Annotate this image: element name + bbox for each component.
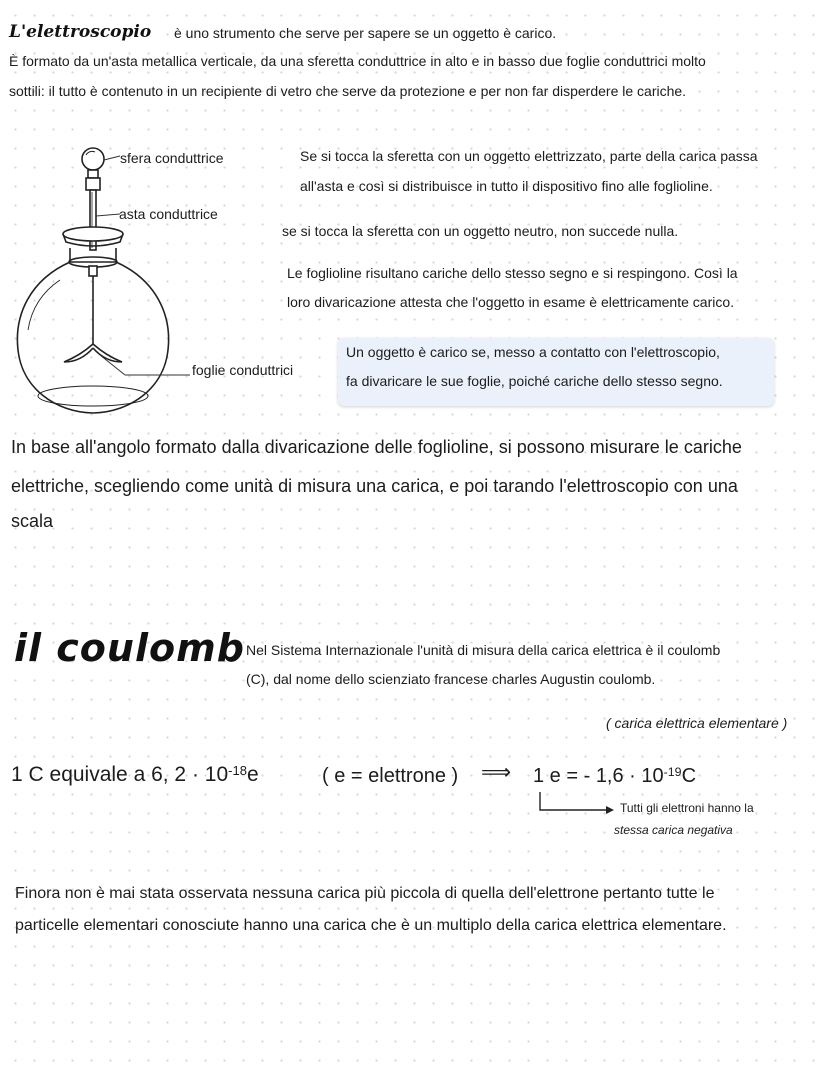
section-title-elettroscopio: L'elettroscopio (9, 22, 152, 42)
equation-left-base: 1 C equivale a 6, 2 · 10 (11, 763, 229, 786)
equation-right (533, 764, 696, 788)
electroscope-diagram (0, 130, 330, 430)
equation-left-unit: e (246, 763, 259, 786)
callout-line-2: fa divaricare le sue foglie, poiché cariche dello stesso segno. (346, 373, 723, 389)
callout-line-1: Un oggetto è carico se, messo a contatto con l'elettroscopio, (346, 344, 720, 360)
conclusion-line-1: Finora non è mai stata osservata nessuna carica più piccola di quella dell'elettrone pertanto tutte le (15, 885, 715, 902)
measure-line-2: elettriche, scegliendo come unità di misura una carica, e poi tarando l'elettroscopio con una (11, 476, 738, 496)
equation-right-exponent: -19 (663, 765, 682, 780)
label-foglie-conduttrici: foglie conduttrici (192, 362, 294, 378)
coulomb-desc-line-2: (C), dal nome dello scienziato francese charles Augustin coulomb. (246, 671, 656, 687)
note-3-line-2: loro divaricazione attesta che l'oggetto in esame è elettricamente carico. (287, 294, 735, 310)
intro-text: è uno strumento che serve per sapere se un oggetto è carico. (174, 25, 557, 41)
equation-left (11, 762, 259, 787)
note-1-line-2: all'asta e così si distribuisce in tutto il dispositivo fino alle foglioline. (300, 178, 713, 194)
elementary-charge-label: ( carica elettrica elementare ) (606, 715, 788, 731)
equation-right-unit: C (681, 765, 697, 787)
note-1-line-1: Se si tocca la sferetta con un oggetto elettrizzato, parte della carica passa (300, 148, 758, 164)
electron-note-line-2: stessa carica negativa (614, 823, 733, 837)
measure-line-1: In base all'angolo formato dalla divaricazione delle foglioline, si possono misurare le cariche (11, 437, 742, 457)
coulomb-desc-line-1: Nel Sistema Internazionale l'unità di misura della carica elettrica è il coulomb (246, 642, 721, 658)
measure-line-3: scala (11, 511, 54, 531)
note-arrow-icon (538, 790, 618, 814)
label-sfera-conduttrice: sfera conduttrice (120, 150, 224, 166)
conclusion-line-2: particelle elementari conosciute hanno una carica che è un multiplo della carica elettrica elementare. (15, 917, 727, 934)
equation-electron-note: ( e = elettrone ) (322, 765, 459, 787)
equation-left-exponent: -18 (228, 763, 247, 779)
equation-right-base: 1 e = - 1,6 · 10 (533, 765, 664, 787)
description-line-2: sottili: il tutto è contenuto in un recipiente di vetro che serve da protezione e per non far disperdere le cariche. (9, 83, 687, 99)
note-3-line-1: Le foglioline risultano cariche dello stesso segno e si respingono. Così la (287, 265, 738, 281)
electron-note-line-1: Tutti gli elettroni hanno la (620, 801, 754, 815)
description-line-1: È formato da un'asta metallica verticale, da una sferetta conduttrice in alto e in basso due foglie conduttrici molto (9, 53, 706, 69)
label-asta-conduttrice: asta conduttrice (119, 206, 218, 222)
note-2: se si tocca la sferetta con un oggetto neutro, non succede nulla. (282, 223, 679, 239)
implies-arrow-icon: ⟹ (481, 760, 512, 784)
section-title-coulomb: il coulomb (14, 626, 245, 670)
